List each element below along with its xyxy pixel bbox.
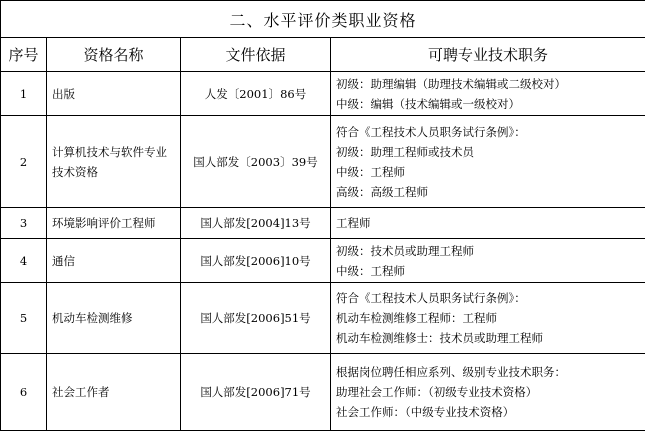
position-line: 中级：工程师 <box>336 263 405 278</box>
position-line: 高级：高级工程师 <box>336 184 428 199</box>
header-positions: 可聘专业技术职务 <box>331 38 645 72</box>
row-positions <box>331 208 645 239</box>
row-no: 3 <box>1 208 47 239</box>
title-row <box>1 1 645 38</box>
row-positions <box>331 72 645 116</box>
row-no: 1 <box>1 72 47 116</box>
row-name: 出版 <box>47 72 181 116</box>
row-doc: 国人部发〔2003〕39号 <box>181 116 331 208</box>
position-line: 根据岗位聘任相应系列、级别专业技术职务： <box>336 365 566 379</box>
position-line: 初级：助理编辑（助理技术编辑或二级校对） <box>336 76 566 91</box>
header-no: 序号 <box>1 38 47 72</box>
position-line: 社会工作师：（中级专业技术资格） <box>336 405 515 419</box>
row-no: 4 <box>1 239 47 283</box>
row-no: 2 <box>1 116 47 208</box>
row-name: 社会工作者 <box>47 354 181 431</box>
row-no: 5 <box>1 283 47 354</box>
row-no: 6 <box>1 354 47 431</box>
row-doc: 国人部发[2006]71号 <box>181 354 331 431</box>
row-name: 计算机技术与软件专业技术资格 <box>47 116 181 208</box>
position-line: 符合《工程技术人员职务试行条例》： <box>336 124 526 139</box>
position-line: 中级：工程师 <box>336 164 405 179</box>
row-doc: 国人部发[2006]51号 <box>181 283 331 354</box>
row-name: 机动车检测维修 <box>47 283 181 354</box>
table-row <box>1 116 645 208</box>
position-line: 工程师 <box>336 216 371 230</box>
row-positions <box>331 239 645 283</box>
header-name: 资格名称 <box>47 38 181 72</box>
table-row <box>1 208 645 239</box>
position-line: 中级：编辑（技术编辑或一级校对） <box>336 96 520 111</box>
table-row <box>1 354 645 431</box>
position-line: 初级：技术员或助理工程师 <box>336 243 474 258</box>
position-line: 初级：助理工程师或技术员 <box>336 144 474 159</box>
row-name: 通信 <box>47 239 181 283</box>
row-doc: 人发〔2001〕86号 <box>181 72 331 116</box>
row-name: 环境影响评价工程师 <box>47 208 181 239</box>
position-line: 机动车检测维修工程师：工程师 <box>336 311 497 325</box>
row-doc: 国人部发[2006]10号 <box>181 239 331 283</box>
table-row <box>1 239 645 283</box>
header-doc: 文件依据 <box>181 38 331 72</box>
position-line: 机动车检测维修士：技术员或助理工程师 <box>336 331 543 345</box>
position-line: 符合《工程技术人员职务试行条例》： <box>336 291 526 305</box>
table-row <box>1 72 645 116</box>
header-row <box>1 38 645 72</box>
table-title: 二、水平评价类职业资格 <box>1 1 645 38</box>
table-row <box>1 283 645 354</box>
row-positions <box>331 283 645 354</box>
row-doc: 国人部发[2004]13号 <box>181 208 331 239</box>
position-line: 助理社会工作师：（初级专业技术资格） <box>336 385 538 399</box>
row-positions <box>331 116 645 208</box>
row-positions <box>331 354 645 431</box>
